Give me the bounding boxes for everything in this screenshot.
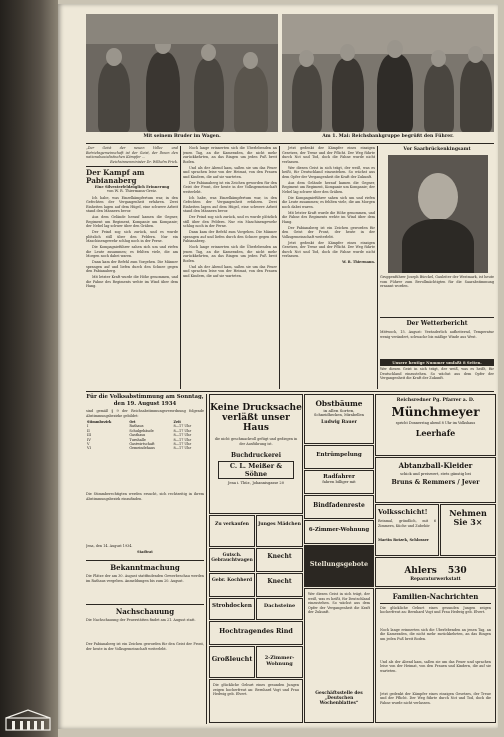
portrait-caption: Gruppenführer Joseph Bürckel, Gauleiter der Westmark, ist heute vom Führer zum Bevollmächtigten für die Saarabstimmung ernannt worden. — [380, 275, 494, 288]
article-paragraph: Der Feind zog sich zurück, und es wurde plötzlich still über den Feldern. Nur ein Maschinengewehr schlug noch in der Ferne. — [86, 230, 178, 244]
article-paragraph: Mit letzter Kraft wurde die Höhe genommen, und die Fahne des Regiments wehte im Wind über dem Hang. — [282, 210, 375, 224]
article-column-1 — [86, 146, 178, 389]
article-headline: Der Kampf am Pabianaberg — [86, 167, 145, 185]
article-paragraph: Aus dem Gelände herauf kamen die Gegner, Regiment um Regiment, Kompanie um Kompanie; der Nebel lag schwer über den Gräben. — [282, 180, 375, 194]
ad-small: Großleucht — [209, 646, 255, 678]
article-paragraph: Noch lange erinnerten sich die Überlebenden an jenen Tag, an die Kameraden, die nicht mehr zurückkehrten, an das Ringen um jeden Fuß breit Boden. — [183, 245, 277, 263]
ad-small: Zu verkaufen — [209, 515, 255, 547]
ad-dresses: Abtanzball-Kleider schick und preiswert, stets günstig bei Bruns & Remmers / Jever — [375, 457, 496, 503]
ad-print-address: Jena i. Thür., Johannisgasse 20 — [227, 481, 285, 485]
ad-apartment: 6-Zimmer-Wohnung — [304, 520, 374, 544]
ad-nehmen: Nehmen Sie 3× — [440, 504, 496, 556]
photo-left — [86, 14, 278, 132]
ad-small: 2-Zimmer-Wohnung — [256, 646, 303, 678]
look-title: Nachschauung — [115, 607, 175, 616]
portrait-header: Vor Saarbrückenkingsamt — [403, 147, 471, 152]
article-paragraph: Jetzt gedenkt der Kämpfer eines einzigen Gesetzes, der Treue und der Pflicht. Der Weg führte durch Not und Tod, doch die Fahne wurde nicht verlassen. — [282, 240, 375, 258]
vote-note: Die Stimmberechtigten werden ersucht, sich rechtzeitig in ihrem Abstimmungsbezirk einzufinden. — [86, 492, 204, 501]
ad-cyclists: Radfahrer fahren billiger mit — [304, 470, 374, 494]
vote-row: IV Turnhalle 8—17 Uhr — [87, 437, 192, 442]
ad-small: Gutsch. Gebrauchtwagen — [209, 548, 255, 572]
article-paragraph: Noch lange erinnerten sich die Überlebenden an jenen Tag, an die Kameraden, die nicht mehr zurückkehrten, an das Ringen um jeden Fuß breit Boden. — [183, 146, 277, 164]
ad-print-headline: Keine Drucksache — [210, 403, 302, 413]
ad-family-news: Familien-Nachrichten Die glückliche Geburt eines gesunden Jungen zeigen hocherfreut an: Bernhard Vogt und Frau Hedwig geb. Elvert. Noch lange erinnerten sich die Überlebenden an jenen Tag, an die Kameraden, die nicht mehr zurückkehrten, an das Ringen um jeden Fuß breit Boden. Und als der Abend kam, saßen sie um das Feuer und sprachen leise von der Heimat, von den Frauen und Kindern, die auf sie warteten. Jetzt gedenkt der Kämpfer eines einzigen Gesetzes, der Treue und der Pflicht. Der Weg führte durch Not und Tod, doch die Fahne wurde nicht verlassen. — [375, 588, 496, 723]
vote-row: II Schulgebäude 8—17 Uhr — [87, 428, 192, 433]
ad-print-shop — [209, 394, 303, 514]
weather-text: Mittwoch, 15. August: Veränderlich aufheiternd, Temperatur wenig verändert, schwache bis mäßige Winde aus West. — [380, 330, 494, 339]
ad-small: Knecht — [256, 573, 303, 597]
vote-intro: sind gemäß § 9 der Reichsabstimmungsverordnung folgende Abstimmungsbezirke gebildet: — [86, 409, 204, 418]
page-count-bar: Unsere heutige Nummer umfaßt 8 Seiten. — [380, 359, 494, 366]
article-paragraph: Wer diesen Geist in sich trägt, der weiß, was es heißt, für Deutschland einzustehen. So wächst aus dem Opfer der Vergangenheit die Kraft der Zukunft. — [282, 165, 375, 179]
article-column-3 — [282, 146, 375, 389]
vote-signer: Stadtrat — [137, 550, 153, 554]
article-paragraph: Jetzt gedenkt der Kämpfer eines einzigen Gesetzes, der Treue und der Pflicht. Der Weg führte durch Not und Tod, doch die Fahne wurde nicht verlassen. — [282, 146, 375, 164]
article-paragraph: Und als der Abend kam, saßen sie um das Feuer und sprachen leise von der Heimat, von den Frauen und Kindern, die auf sie warteten. — [183, 165, 277, 179]
article-motto: „Der Geist der neuen Volks- und Betriebsgemeinschaft ist der Geist, der Ihnen den nationalsozialistischen Kämpfer ... — [86, 146, 178, 159]
weather-title: Der Wetterbericht — [406, 320, 468, 327]
library-logo — [4, 708, 52, 732]
vote-col-header: Stimmbezirk — [87, 420, 112, 424]
newspaper-page — [58, 4, 498, 729]
notice-title: Bekanntmachung — [110, 563, 180, 572]
vote-col-header: Zeit — [173, 420, 181, 424]
photo-right — [282, 14, 494, 132]
vote-col-header: Ort — [129, 420, 136, 424]
vote-row: I Rathaus 8—17 Uhr — [87, 424, 192, 429]
ad-small: Junges Mädchen — [256, 515, 303, 547]
article-byline: von W. R. Thiermann-Greiz. — [107, 189, 157, 194]
ad-office: Wer diesen Geist in sich trägt, der weiß, was es heißt, für Deutschland einzustehen. So wächst aus dem Opfer der Vergangenheit die Kraft der Zukunft. Geschäftsstelle des „Deutschen Wochenblattes“ — [304, 588, 374, 723]
vote-row: III Gasthaus 8—17 Uhr — [87, 433, 192, 438]
article-paragraph: Die Kompagnieführer sahen sich um und riefen die Leute zusammen; es fehlten viele, die am Morgen noch dabei waren. — [86, 245, 178, 259]
article-motto-signature: Reichsinnenminister Dr. Wilhelm Frick. — [110, 159, 178, 164]
article-paragraph: Ich habe, was Einzelkämpfertum war, in den Gefechten der Vergangenheit erfahren. Zwei Einheiten lagen auf dem Hügel, eine schwere Arbeit stand den Männern bevor. — [86, 195, 178, 214]
caption-left: Mit seinem Bruder im Wagen. — [143, 134, 221, 139]
ad-jobs: Stellungsgebote — [304, 545, 374, 587]
weather-note: Wer diesen Geist in sich trägt, der weiß, was es heißt, für Deutschland einzustehen. So wächst aus dem Opfer der Vergangenheit die Kraft der Zukunft. — [380, 367, 494, 380]
look-text: Die Nachschauung der Feuerstätten findet am 21. August statt. — [86, 618, 196, 622]
look-extra: Der Pabianaberg ist ein Zeichen geworden für den Geist der Front, der heute in der Volksgemeinschaft weiterlebt. — [86, 642, 204, 651]
caption-right: Am 1. Mai: Reichsbankgruppe begrüßt den Führer. — [322, 134, 454, 139]
ad-small: Gebr. Kochherd — [209, 573, 255, 597]
ad-twine: Bindfadenreste — [304, 495, 374, 519]
ad-print-sub: die nicht geschmackvoll gefügt und gediegen in der Ausführung ist. — [214, 437, 298, 446]
ad-print-headline: verläßt unser Haus — [222, 413, 290, 433]
article-paragraph: Aus dem Gelände herauf kamen die Gegner, Regiment um Regiment, Kompanie um Kompanie; der Nebel lag schwer über den Gräben. — [86, 215, 178, 229]
ad-fruit-trees: Obstbäume in allen Sorten, Schneidhecken, Mirabellen Ludwig Bauer — [304, 394, 374, 444]
article-column-2 — [183, 146, 277, 389]
book-spine — [0, 0, 58, 737]
ad-ahlers: Ahlers 530 Reparaturwerkstatt — [375, 557, 496, 587]
notice-text: Die Plätze der am 30. August stattfindenden Gewerbeschau werden im Rathaus vergeben. Anmeldungen bis zum 20. August. — [86, 574, 204, 583]
ad-print-firm: C. L. Meißer & Söhne — [218, 461, 294, 479]
ad-entruempelung: Entrümpelung — [304, 445, 374, 469]
vote-row: V Gastwirtschaft 8—17 Uhr — [87, 442, 192, 447]
article-paragraph: Die Kompagnieführer sahen sich um und riefen die Leute zusammen; es fehlten viele, die am Morgen noch dabei waren. — [282, 195, 375, 209]
article-paragraph: Ich habe, was Einzelkämpfertum war, in den Gefechten der Vergangenheit erfahren. Zwei Einheiten lagen auf dem Hügel, eine schwere Arbeit stand den Männern bevor. — [183, 195, 277, 213]
ad-print-name: Buchdruckerei — [230, 452, 282, 459]
ad-small: Strohdocken — [209, 598, 255, 620]
article-subhead: Eine Silvesterfeldzüglich Erinnerung — [94, 184, 170, 189]
portrait-photo — [388, 155, 488, 273]
article-paragraph: Und als der Abend kam, saßen sie um das Feuer und sprachen leise von der Heimat, von den Frauen und Kindern, die auf sie warteten. — [183, 264, 277, 278]
vote-place-date: Jena, den 14. August 1934. — [86, 544, 133, 548]
vote-row: VI Gemeindehaus 8—17 Uhr — [87, 446, 192, 451]
ad-small: Dachsteine — [256, 598, 303, 620]
article-paragraph: Der Pabianaberg ist ein Zeichen geworden für den Geist der Front, der heute in der Volksgemeinschaft weiterlebt. — [282, 225, 375, 239]
article-end-signature: W. R. Thiermann. — [342, 260, 375, 264]
article-paragraph: Mit letzter Kraft wurde die Höhe genommen, und die Fahne des Regiments wehte im Wind über dem Hang. — [86, 275, 178, 289]
ad-small: Hochtragendes Rind — [209, 621, 303, 645]
article-paragraph: Dann kam der Befehl zum Vorgehen. Die Männer sprangen auf und liefen durch den Schnee gegen den Pabianaberg. — [86, 260, 178, 274]
vote-table — [86, 420, 204, 451]
article-paragraph: Der Pabianaberg ist ein Zeichen geworden für den Geist der Front, der heute in der Volksgemeinschaft weiterlebt. — [183, 180, 277, 194]
article-paragraph: Dann kam der Befehl zum Vorgehen. Die Männer sprangen auf und liefen durch den Schnee gegen den Pabianaberg. — [183, 230, 277, 243]
vote-title: Für die Volksabstimmung am Sonntag, den 19. August 1934 — [86, 394, 204, 407]
ad-pfarrer: Reichsredner Pg. Pfarrer a. D. Münchmeyer spricht Donnerstag abend 8 Uhr im Volkshaus Leerhafe — [375, 394, 496, 456]
ad-volksschicht: Volksschicht! Reinmal, gründlich, mit 6 Zimmern, Küche und Zubehör Martin Rotzek, Schlosser — [375, 504, 439, 556]
ad-small: Die glückliche Geburt eines gesunden Jungen zeigen hocherfreut an: Bernhard Vogt und Frau Hedwig geb. Elvert. — [209, 679, 303, 723]
article-paragraph: Der Feind zog sich zurück, und es wurde plötzlich still über den Feldern. Nur ein Maschinengewehr schlug noch in der Ferne. — [183, 215, 277, 228]
ad-small: Knecht — [256, 548, 303, 572]
